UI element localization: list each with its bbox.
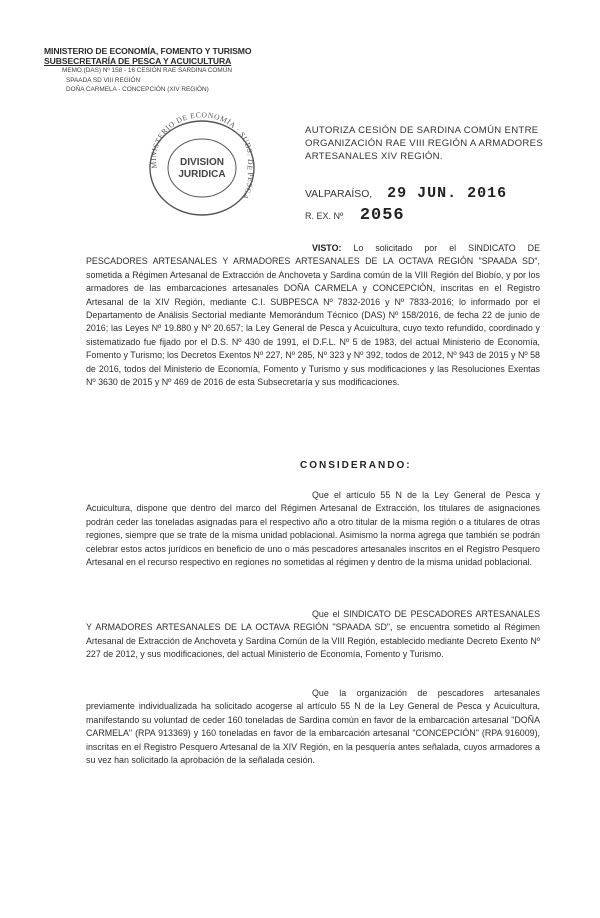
ministry-name: MINISTERIO DE ECONOMÍA, FOMENTO Y TURISMO (44, 46, 252, 56)
stamped-date: 29 JUN. 2016 (387, 185, 508, 202)
considerando-1 (86, 489, 540, 569)
resolution-number-line (305, 206, 405, 225)
memo-reference-line-3: DOÑA CARMELA - CONCEPCIÓN (XIV REGIÓN) (66, 86, 209, 93)
memo-reference: MEMO.(DAS) Nº 158 - 16 CESIÓN RAE SARDINA COMÚN (62, 67, 232, 75)
svg-text:MINISTERIO DE ECONOMÍA · SUBS. (149, 110, 255, 201)
place-label: VALPARAÍSO, (305, 189, 373, 200)
considerando-heading: CONSIDERANDO: (300, 460, 412, 471)
considerando-2-text: Que el SINDICATO DE PESCADORES ARTESANALES Y ARMADORES ARTESANALES DE LA OCTAVA REGIÓN "SPAADA SD", se encuentra sometido al Régimen Artesanal de Extracción de Anchoveta y Sardina Común de la VIII Región, establecido mediante Decreto Exento Nº 227 de 2012, y sus modificaciones, del actual Ministerio de Economía, Fomento y Turismo. (86, 609, 540, 660)
division-juridica-stamp (102, 110, 272, 220)
considerando-3 (86, 687, 540, 767)
subsecretaria-name: SUBSECRETARÍA DE PESCA Y ACUICULTURA (44, 55, 232, 66)
stamp-center-line-1: DIVISION (180, 157, 224, 168)
memo-reference-line-2: SPAADA SD VIII REGIÓN (66, 76, 141, 84)
stamp-ring-text: MINISTERIO DE ECONOMÍA · SUBS. DE PESCA (148, 110, 256, 202)
resolution-title: AUTORIZA CESIÓN DE SARDINA COMÚN ENTRE ORGANIZACIÓN RAE VIII REGIÓN A ARMADORES ARTESANALES XIV REGIÓN. (305, 125, 544, 162)
stamp-center-line-2: JURIDICA (178, 169, 226, 180)
visto-label: VISTO: (312, 243, 342, 253)
considerando-1-text: Que el artículo 55 N de la Ley General de Pesca y Acuicultura, dispone que dentro del marco del Régimen Artesanal de Extracción, los titulares de asignaciones podrán ceder las toneladas asignadas para el respectivo año a otro titular de la misma región o a titulares de otras regiones, siempre que se trate de la misma unidad poblacional. Asimismo la norma agrega que también se podrán celebrar estos actos jurídicos en beneficio de uno o más pescadores artesanales inscritos en el Registro Pesquero Artesanal en el recurso respectivo en regiones no sometidas al régimen y dentro de la misma unidad poblacional. (86, 490, 540, 568)
place-date (305, 185, 507, 202)
letterhead (44, 47, 284, 94)
considerando-3-text: Que la organización de pescadores artesanales previamente individualizada ha solicitado acogerse al artículo 55 N de la Ley General de Pesca y Acuicultura, manifestando su voluntad de ceder 160 toneladas de Sardina común en favor de la embarcación artesanal "DOÑA CARMELA" (RPA 913369) y 160 toneladas en favor de la embarcación artesanal "CONCEPCIÓN" (RPA 916009), inscritas en el Registro Pesquero Artesanal de la XIV Región, en la pesquería antes señalada, cuyos armadores a su vez han solicitado la aprobación de la señalada cesión. (86, 688, 540, 766)
rex-number: 2056 (359, 206, 405, 225)
considerando-2 (86, 608, 540, 662)
rex-label: R. EX. Nº (305, 211, 344, 221)
visto-paragraph (86, 242, 540, 389)
visto-text: Lo solicitado por el SINDICATO DE PESCADORES ARTESANALES Y ARMADORES ARTESANALES DE LA OCTAVA REGIÓN "SPAADA SD", sometida a Régimen Artesanal de Extracción de Anchoveta y Sardina común de la VIII Región del Biobío, y por los armadores de las embarcaciones artesanales DOÑA CARMELA y CONCEPCIÓN, inscritas en el Registro Artesanal de la XIV Región, mediante C.I. SUBPESCA Nº 7832-2016 y Nº 7833-2016; lo informado por el Departamento de Análisis Sectorial mediante Memorándum Técnico (DAS) Nº 158/2016, de fecha 22 de junio de 2016; las Leyes Nº 19.880 y Nº 20.657; la Ley General de Pesca y Acuicultura, cuyo texto refundido, coordinado y sistematizado fue fijado por el D.S. Nº 430 de 1991, el D.F.L. Nº 5 de 1983, del actual Ministerio de Economía, Fomento y Turismo; los Decretos Exentos Nº 227, Nº 285, Nº 323 y Nº 392, todos de 2012, Nº 943 de 2015 y Nº 58 de 2016, todos del Ministerio de Economía, Fomento y Turismo y sus modificaciones y las Resoluciones Exentas Nº 3630 de 2015 y Nº 469 de 2016 de esta Subsecretaría y sus modificaciones. (86, 243, 540, 388)
